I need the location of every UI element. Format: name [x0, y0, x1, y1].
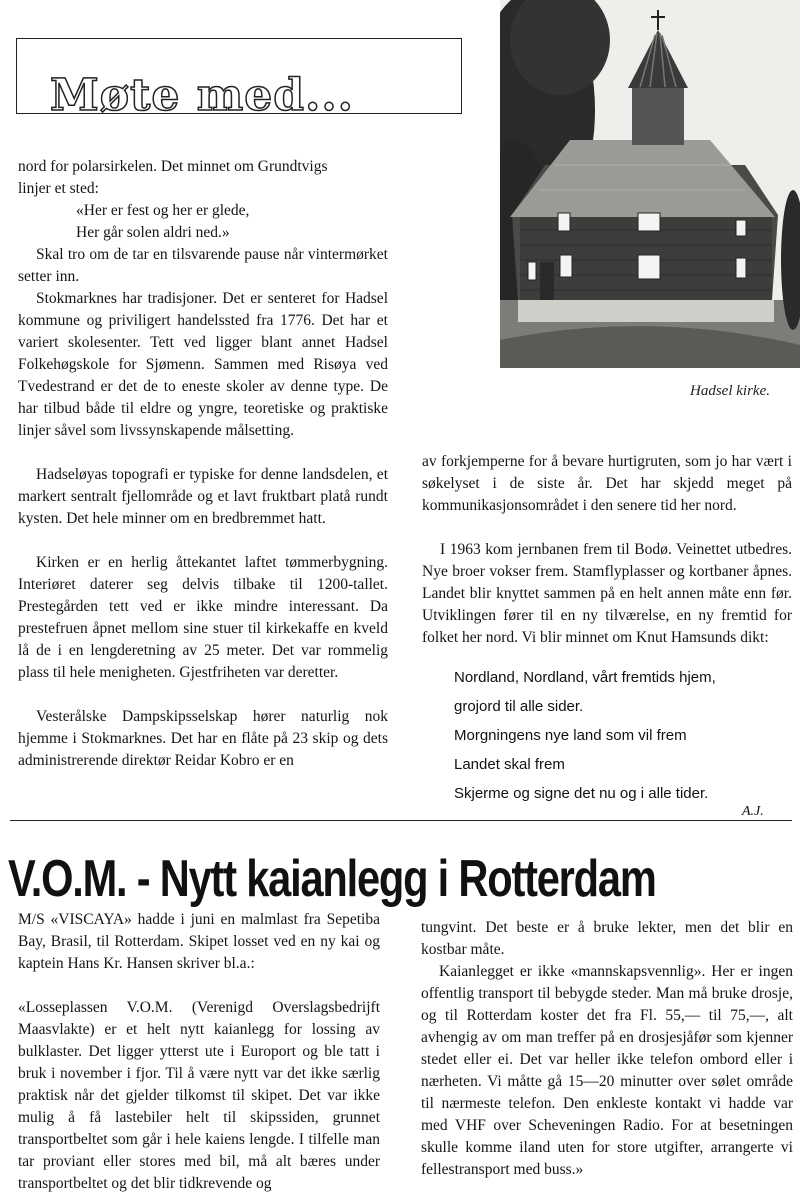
paragraph: tungvint. Det beste er å bruke lekter, men det blir en kostbar måte.: [421, 919, 793, 958]
article2-right-column: [421, 917, 793, 1181]
paragraph: I 1963 kom jernbanen frem til Bodø. Veinettet utbedres. Nye broer vokser frem. Stamflyplasser og kortbaner åpnes. Landet blir knyttet sammen på en helt annen måte enn før. Utviklingen fører til en ny tilværelse, en ny fremtid for folket her nord. Vi blir minnet om Knut Hamsunds dikt:: [422, 541, 792, 646]
quote-line: Her går solen aldri ned.»: [76, 224, 230, 241]
poem: [454, 663, 716, 808]
right-column: [422, 451, 792, 649]
paragraph: Kirken er en herlig åttekantet laftet tømmerbygning. Interiøret daterer seg delvis tilbake til 1200-tallet. Prestegården tett ved er ikke mindre interessant. Da prestefruen åpnet mellom sine stuer til kirkekaffe en kveld lå de i en lengderetning av 25 meter. Det var rommelig plass til hele menigheten. Gjestfriheten var deretter.: [18, 554, 388, 681]
author-signature: A.J.: [742, 804, 764, 819]
paragraph: Kaianlegget er ikke «mannskapsvennlig». Her er ingen offentlig transport til bebygde steder. Man må bruke drosje, og til Rotterdam koster det fra Fl. 55,— til 75,—, alt avhengig av om man treffer på en drosjesjåfør som kjenner stedet eller ei. Det var heller ikke telefon ombord eller i nærheten. Vi måtte gå 15—20 minutter over sølet område til nærmeste telefon. Den enkleste kontakt vi hadde var med VHF over Scheveningen Radio. For at besetningen skulle komme iland uten for store utgifter, arrangerte vi fellestransport med buss.»: [421, 963, 793, 1178]
paragraph: «Losseplassen V.O.M. (Verenigd Overslagsbedrijft Maasvlakte) er et helt nytt kaianlegg for lossing av bulklaster. Det ligger ytterst ute i Europort og ble tatt i bruk i november i fjor. Til å være nytt var det ikke særlig praktisk når det gjelder tilkomst til skipet. Det var ikke mulig å få lastebiler helt til skipssiden, grunnet transportbeltet som går i hele kaiens lengde. I tilfelle man tar proviant eller stores med bil, må alt bæres under transportbeltet og det blir tidkrevende og: [18, 999, 380, 1192]
left-column: [18, 156, 388, 772]
paragraph: Vesterålske Dampskipsselskap hører naturlig nok hjemme i Stokmarknes. Det har en flåte på 23 skip og dets administrerende direktør Reidar Kobro er en: [18, 708, 388, 769]
paragraph: M/S «VISCAYA» hadde i juni en malmlast fra Sepetiba Bay, Brasil, til Rotterdam. Skipet losset ved en ny kai og kaptein Hans Kr. Hansen skriver bl.a.:: [18, 911, 380, 972]
poem-line: Nordland, Nordland, vårt fremtids hjem,: [454, 669, 716, 686]
page-header-title: Møte med...: [50, 70, 354, 121]
church-photo: [500, 0, 800, 368]
paragraph: Skal tro om de tar en tilsvarende pause når vintermørket setter inn.: [18, 246, 388, 285]
paragraph: linjer et sted:: [18, 180, 99, 197]
poem-line: Landet skal frem: [454, 756, 565, 773]
quote-line: «Her er fest og her er glede,: [76, 202, 250, 219]
poem-line: Morgningens nye land som vil frem: [454, 727, 687, 744]
paragraph: nord for polarsirkelen. Det minnet om Grundtvigs: [18, 158, 328, 175]
paragraph: Stokmarknes har tradisjoner. Det er senteret for Hadsel kommune og priviligert handelssted fra 1776. Det har et variert skolesenter. Tett ved ligger blant annet Hadsel Folkehøgskole for Sjømenn. Sammen med Risøya ved Tvedestrand er det de to eneste skoler av denne type. De har tilbud både til eldre og yngre, teoretiske og praktiske linjer såvel som livssynskapende målsetting.: [18, 290, 388, 439]
poem-line: Skjerme og signe det nu og i alle tider.: [454, 785, 709, 802]
church-illustration: [500, 0, 800, 368]
article-headline: V.O.M. - Nytt kaianlegg i Rotterdam: [8, 850, 656, 908]
paragraph: Hadseløyas topografi er typiske for denne landsdelen, et markert sentralt fjellområde og et lavt fruktbart platå rundt kysten. Det hele minner om en bredbremmet hatt.: [18, 466, 388, 527]
article2-left-column: [18, 909, 380, 1195]
poem-line: grojord til alle sider.: [454, 698, 584, 715]
paragraph: av forkjemperne for å bevare hurtigruten, som jo har vært i søkelyset i de siste år. Det har skjedd meget på kommunikasjonsområdet i den senere tid her nord.: [422, 453, 792, 514]
section-divider: [10, 820, 792, 821]
photo-caption: Hadsel kirke.: [690, 383, 770, 399]
